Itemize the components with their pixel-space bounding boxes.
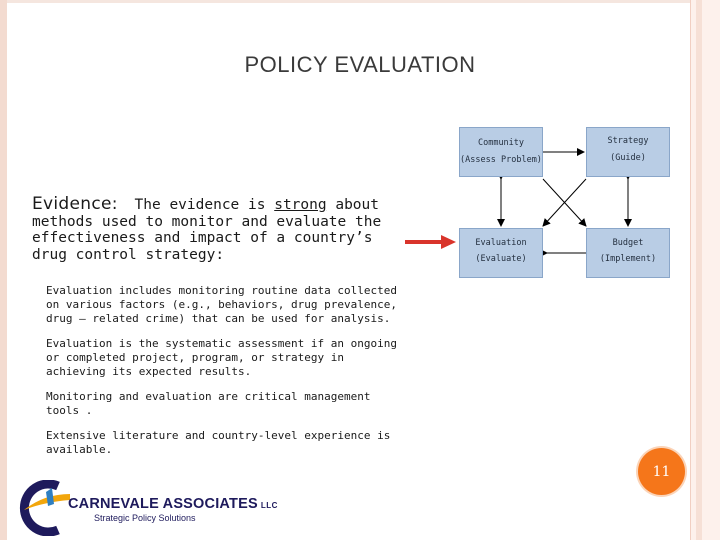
evidence-rest: about methods used to monitor and evaluate the effectiveness and impact of a country’s drug control strategy:: [32, 197, 382, 263]
evidence-statement: [32, 196, 407, 263]
logo-company-name: CARNEVALE ASSOCIATES: [68, 496, 258, 512]
paragraph-literature: Extensive literature and country-level experience is available.: [46, 429, 391, 456]
logo-name: [68, 496, 278, 512]
right-border-strip: [690, 0, 720, 540]
evidence-emphasis: strong: [274, 197, 327, 213]
box-budget-subtitle: (Implement): [599, 254, 657, 264]
evidence-intro: The evidence is: [134, 197, 266, 213]
box-evaluation: [459, 228, 543, 278]
red-arrow-icon: [405, 234, 457, 250]
box-community-title: Community: [477, 138, 525, 148]
box-evaluation-title: Evaluation: [475, 238, 527, 248]
box-evaluation-subtitle: (Evaluate): [475, 254, 527, 264]
box-strategy: [586, 127, 670, 177]
policy-cycle-diagram: [455, 122, 685, 282]
top-border-strip: [7, 0, 697, 3]
evidence-label: Evidence:: [32, 194, 118, 214]
box-strategy-title: Strategy: [607, 136, 649, 146]
box-strategy-subtitle: (Guide): [610, 153, 646, 163]
logo-tagline: Strategic Policy Solutions: [94, 513, 196, 523]
logo-emblem-icon: [14, 480, 74, 536]
logo-suffix: LLC: [260, 501, 278, 510]
paragraph-monitoring-data: Evaluation includes monitoring routine data collected on various factors (e.g., behaviors, drug prevalence, drug – related crime) that can be used for analysis.: [46, 284, 397, 325]
company-logo: [14, 480, 278, 536]
paragraph-systematic-assessment: Evaluation is the systematic assessment if an ongoing or completed project, program, or strategy in achieving its expected results.: [46, 337, 397, 378]
box-budget: [586, 228, 670, 278]
box-budget-title: Budget: [612, 238, 644, 248]
page-number: 11: [652, 463, 671, 480]
box-community-subtitle: (Assess Problem): [460, 155, 542, 165]
paragraph-management-tools: Monitoring and evaluation are critical management tools .: [46, 390, 371, 417]
left-border-strip: [0, 0, 7, 540]
page-number-badge: [638, 448, 685, 495]
slide-title: POLICY EVALUATION: [244, 52, 476, 77]
box-community: [459, 127, 543, 177]
